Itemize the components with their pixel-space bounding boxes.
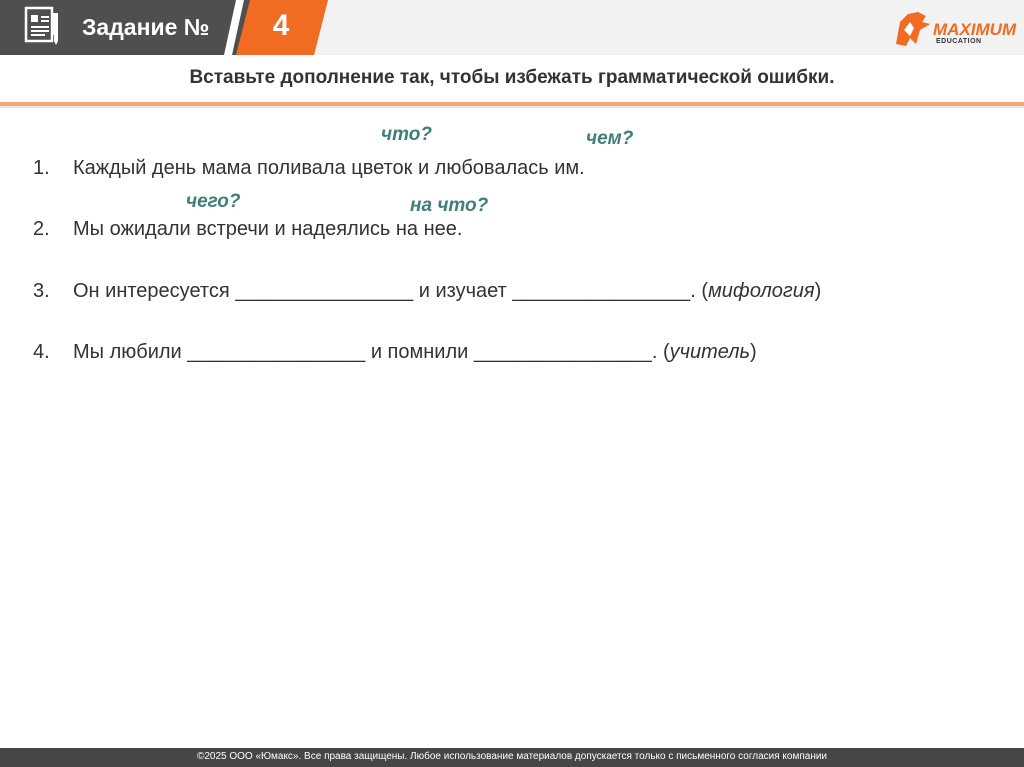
logo-wordmark: MAXIMUM [933,20,1017,39]
footer-bar [0,748,1024,767]
item-number: 3. [33,280,50,302]
item-number: 4. [33,341,50,363]
item-number: 1. [33,157,50,179]
hint-chem: чем? [586,128,634,149]
item-text: Мы ожидали встречи и надеялись на нее. [73,218,463,240]
item-number: 2. [33,218,50,240]
footer-copyright: ©2025 ООО «Юмакс». Все права защищены. Любое использование материалов допускается только с письменного согласия компании [196,751,828,762]
logo-emblem-icon [892,8,934,50]
task-number: 4 [272,9,290,42]
task-title: Задание № [82,14,210,40]
exercise-item-1 [33,157,585,180]
item-close-paren: ) [814,280,822,302]
maximum-logo [892,8,1022,54]
item-hint-word: мифология [708,280,815,302]
item-close-paren: ) [750,341,757,363]
item-hint-word: учитель [669,341,750,363]
hint-chto: что? [381,124,432,145]
hint-na-chto: на что? [410,195,489,216]
item-text: Он интересуется ________________ и изучает ________________. ( [73,280,709,302]
hint-chego: чего? [186,191,241,212]
document-icon [22,5,62,45]
item-text: Каждый день мама поливала цветок и любовалась им. [73,157,585,179]
instruction-heading: Вставьте дополнение так, чтобы избежать грамматической ошибки. [189,67,835,88]
exercise-item-3 [33,280,821,303]
header-grey-divider [0,106,1024,108]
logo-subtitle: EDUCATION [936,38,982,45]
item-text: Мы любили ________________ и помнили ________________. ( [73,341,670,363]
exercise-item-2 [33,218,462,241]
exercise-item-4 [33,341,757,364]
